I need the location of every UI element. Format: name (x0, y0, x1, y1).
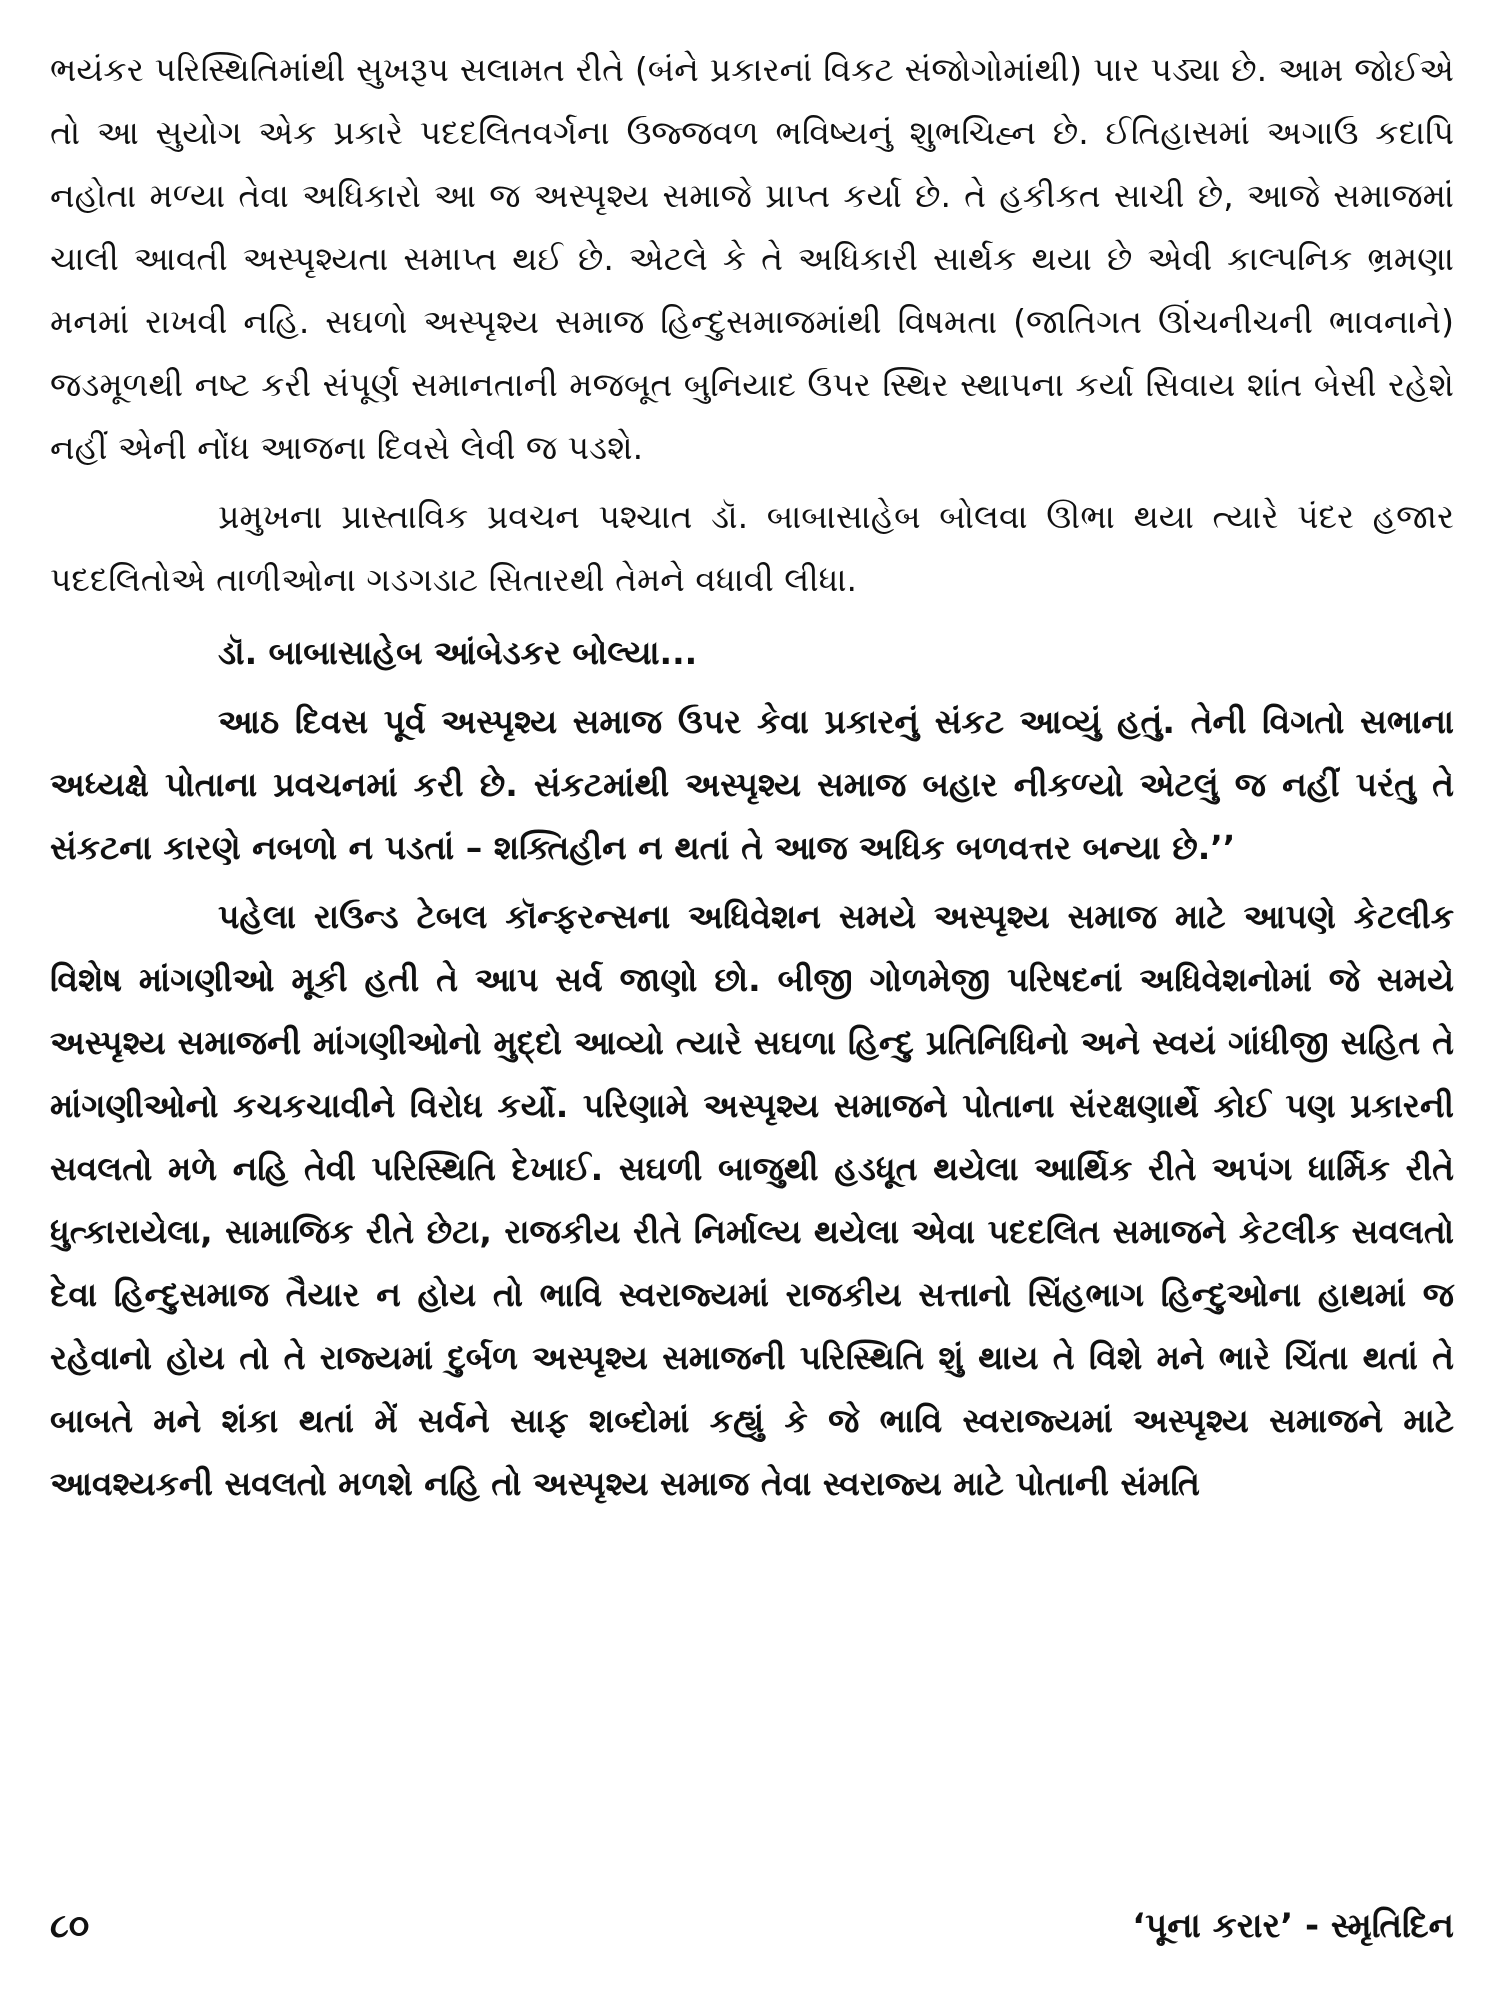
paragraph-4: પહેલા રાઉન્ડ ટેબલ કૉન્ફરન્સના અધિવેશન સમયે અસ્પૃશ્ય સમાજ માટે આપણે કેટલીક વિશેષ માંગણીઓ મૂકી હતી તે આપ સર્વ જાણો છો. બીજી ગોળમેજી પરિષદનાં અધિવેશનોમાં જે સમયે અસ્પૃશ્ય સમાજની માંગણીઓનો મુદ્દો આવ્યો ત્યારે સઘળા હિન્દુ પ્રતિનિધિનો અને સ્વયં ગાંધીજી સહિત તે માંગણીઓનો કચકચાવીને વિરોધ કર્યો. પરિણામે અસ્પૃશ્ય સમાજને પોતાના સંરક્ષણાર્થે કોઈ પણ પ્રકારની સવલતો મળે નહિ તેવી પરિસ્થિતિ દેખાઈ. સઘળી બાજુથી હડધૂત થયેલા આર્થિક રીતે અપંગ ધાર્મિક રીતે ધુત્કારાયેલા, સામાજિક રીતે છેટા, રાજકીય રીતે નિર્માલ્ય થયેલા એવા પદદલિત સમાજને કેટલીક સવલતો દેવા હિન્દુસમાજ તૈયાર ન હોય તો ભાવિ સ્વરાજ્યમાં રાજકીય સત્તાનો સિંહભાગ હિન્દુઓના હાથમાં જ રહેવાનો હોય તો તે રાજ્યમાં દુર્બળ અસ્પૃશ્ય સમાજની પરિસ્થિતિ શું થાય તે વિશે મને ભારે ચિંતા થતાં તે બાબતે મને શંકા થતાં મેં સર્વને સાફ શબ્દોમાં કહ્યું કે જે ભાવિ સ્વરાજ્યમાં અસ્પૃશ્ય સમાજને માટે આવશ્યકની સવલતો મળશે નહિ તો અસ્પૃશ્ય સમાજ તેવા સ્વરાજ્ય માટે પોતાની સંમતિ (50, 897, 1454, 1503)
speaker-heading: ડૉ. બાબાસાહેબ આંબેડકર બોલ્યા... (218, 633, 698, 672)
body-text (50, 38, 1454, 1515)
paragraph-3: આઠ દિવસ પૂર્વ અસ્પૃશ્ય સમાજ ઉપર કેવા પ્રકારનું સંકટ આવ્યું હતું. તેની વિગતો સભાના અધ્યક્ષે પોતાના પ્રવચનમાં કરી છે. સંકટમાંથી અસ્પૃશ્ય સમાજ બહાર નીકળ્યો એટલું જ નહીં પરંતુ તે સંકટના કારણે નબળો ન પડતાં – શક્તિહીન ન થતાં તે આજ અધિક બળવત્તર બન્યા છે.’’ (50, 702, 1454, 867)
paragraph-1: ભયંકર પરિસ્થિતિમાંથી સુખરૂપ સલામત રીતે (બંને પ્રકારનાં વિકટ સંજોગોમાંથી) પાર પડ્યા છે. આમ જોઈએ તો આ સુયોગ એક પ્રકારે પદદલિતવર્ગના ઉજ્જવળ ભવિષ્યનું શુભચિહ્ન છે. ઈતિહાસમાં અગાઉ કદાપિ નહોતા મળ્યા તેવા અધિકારો આ જ અસ્પૃશ્ય સમાજે પ્રાપ્ત કર્યા છે. તે હકીકત સાચી છે, આજે સમાજમાં ચાલી આવતી અસ્પૃશ્યતા સમાપ્ત થઈ છે. એટલે કે તે અધિકારી સાર્થક થયા છે એવી કાલ્પનિક ભ્રમણા મનમાં રાખવી નહિ. સઘળો અસ્પૃશ્ય સમાજ હિન્દુસમાજમાંથી વિષમતા (જાતિગત ઊંચનીચની ભાવનાને) જડમૂળથી નષ્ટ કરી સંપૂર્ણ સમાનતાની મજબૂત બુનિયાદ ઉપર સ્થિર સ્થાપના કર્યા સિવાય શાંત બેસી રહેશે નહીં એની નોંધ આજના દિવસે લેવી જ પડશે. (50, 50, 1454, 467)
page-number: ૮૦ (50, 1906, 90, 1946)
page-footer (50, 1906, 1454, 1946)
running-title: ‘પૂના કરાર’ - સ્મૃતિદિન (1132, 1906, 1454, 1946)
paragraph-2: પ્રમુખના પ્રાસ્તાવિક પ્રવચન પશ્ચાત ડૉ. બાબાસાહેબ બોલવા ઊભા થયા ત્યારે પંદર હજાર પદદલિતોએ તાળીઓના ગડગડાટ સિતારથી તેમને વધાવી લીધા. (50, 497, 1454, 599)
